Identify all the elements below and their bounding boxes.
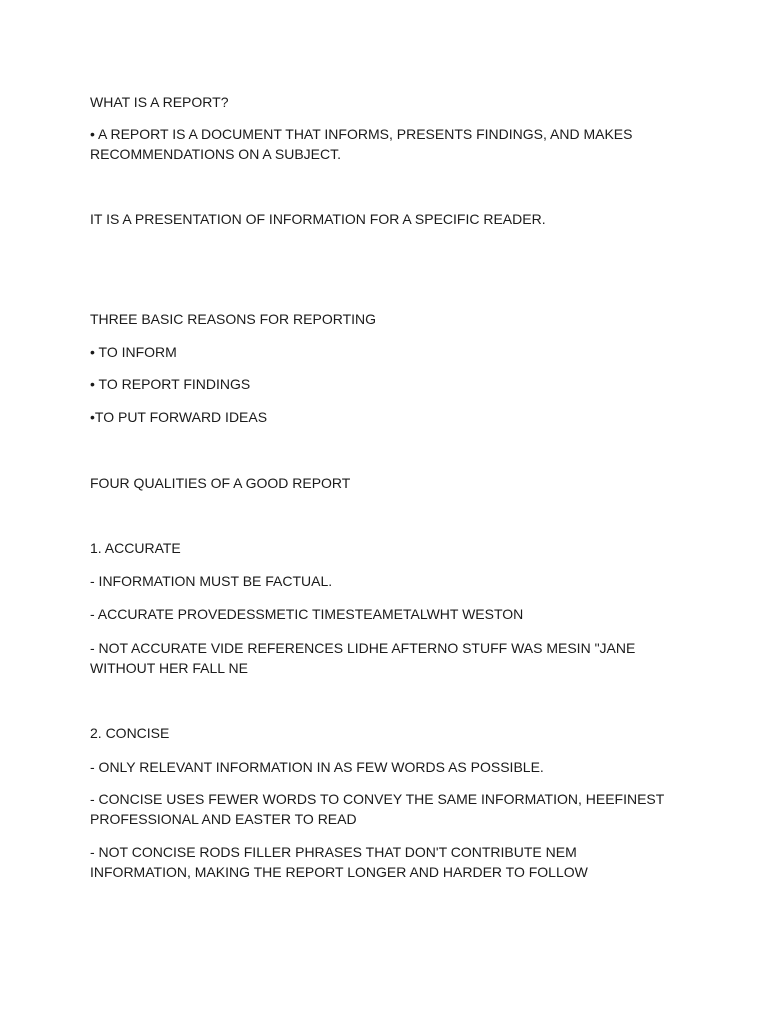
concise-point: - CONCISE USES FEWER WORDS TO CONVEY THE SAME INFORMATION, HEEFINEST PROFESSIONAL AND EASTER TO READ (90, 791, 668, 827)
quality-accurate-title: 1. ACCURATE (90, 540, 181, 556)
quality-concise-title: 2. CONCISE (90, 725, 170, 741)
heading-qualities: FOUR QUALITIES OF A GOOD REPORT (90, 475, 351, 491)
concise-point: - ONLY RELEVANT INFORMATION IN AS FEW WORDS AS POSSIBLE. (90, 759, 544, 775)
heading-reasons: THREE BASIC REASONS FOR REPORTING (90, 311, 377, 327)
reason-item: •TO PUT FORWARD IDEAS (90, 409, 268, 425)
reason-item: • TO REPORT FINDINGS (90, 376, 251, 392)
accurate-point: - NOT ACCURATE VIDE REFERENCES LIDHE AFTERNO STUFF WAS MESIN "JANE WITHOUT HER FALL NE (90, 640, 640, 676)
report-presentation: IT IS A PRESENTATION OF INFORMATION FOR A SPECIFIC READER. (90, 211, 546, 227)
concise-point: - NOT CONCISE RODS FILLER PHRASES THAT DON'T CONTRIBUTE NEM INFORMATION, MAKING THE REPORT LONGER AND HARDER TO FOLLOW (90, 844, 588, 880)
reason-item: • TO INFORM (90, 344, 177, 360)
accurate-point: - ACCURATE PROVEDESSMETIC TIMESTEAMETALWHT WESTON (90, 606, 524, 622)
heading-what-is-report: WHAT IS A REPORT? (90, 94, 229, 110)
accurate-point: - INFORMATION MUST BE FACTUAL. (90, 573, 333, 589)
report-definition: • A REPORT IS A DOCUMENT THAT INFORMS, PRESENTS FINDINGS, AND MAKES RECOMMENDATIONS ON A SUBJECT. (90, 126, 637, 162)
